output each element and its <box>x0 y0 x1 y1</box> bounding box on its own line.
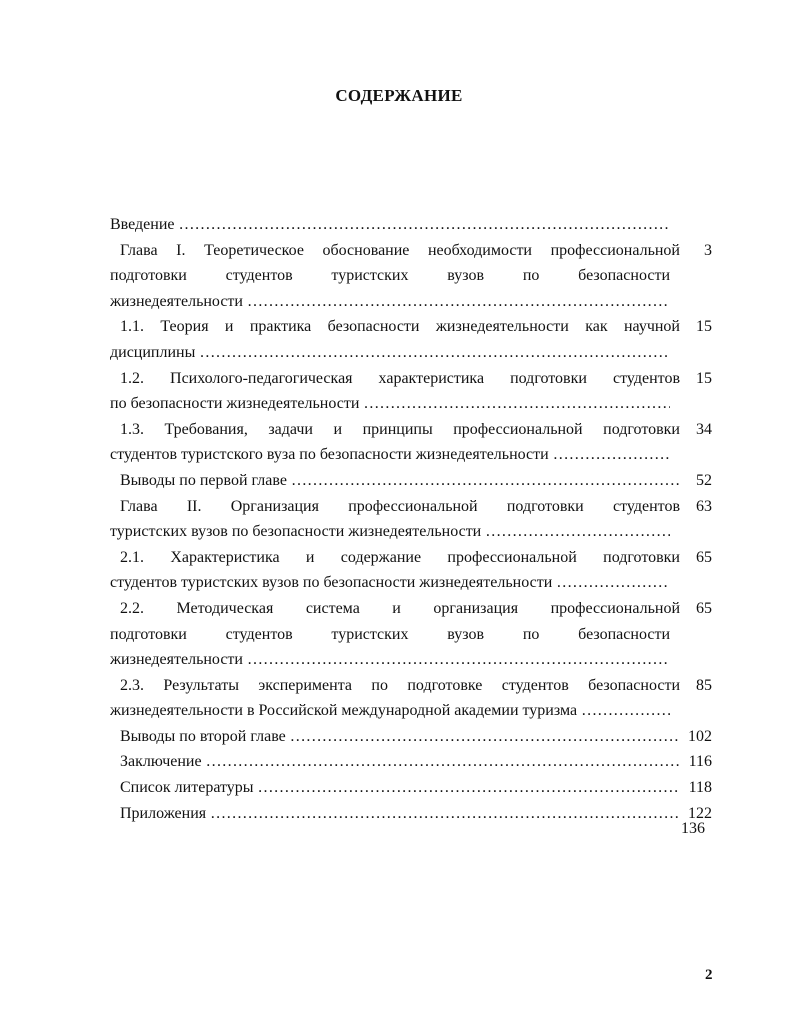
toc-entry-text: дисциплины <box>110 343 196 361</box>
toc-page-number: 65 <box>696 599 712 617</box>
toc-entry <box>110 724 720 750</box>
toc-entry <box>110 238 720 315</box>
toc-entry-text: подготовки студентов туристских вузов по безопасности <box>110 267 670 285</box>
toc-page-number: 102 <box>688 727 712 745</box>
toc-page-number: 116 <box>688 753 712 771</box>
toc-page-number: 3 <box>704 241 712 259</box>
page-title: СОДЕРЖАНИЕ <box>335 86 463 105</box>
toc-entry-text: 2.1. Характеристика и содержание профессиональной подготовки <box>120 548 680 566</box>
toc-page-number: 85 <box>696 676 712 694</box>
toc-entry <box>110 801 720 827</box>
toc-entry-text: 1.2. Психолого-педагогическая характеристика подготовки студентов <box>120 369 680 387</box>
toc-entry-text: по безопасности жизнедеятельности <box>110 395 360 413</box>
toc-entry-text: Заключение <box>120 753 202 771</box>
toc-entry-text: Введение <box>110 216 175 233</box>
toc-entry-text: подготовки студентов туристских вузов по безопасности <box>110 625 670 643</box>
toc-entry-text: Список литературы <box>120 779 254 797</box>
toc-entry-text: жизнедеятельности в Российской международной академии туризма <box>110 702 578 720</box>
toc-entry-text: студентов туристского вуза по безопасности жизнедеятельности <box>110 446 549 464</box>
toc-entry-text: 2.2. Методическая система и организация профессиональной <box>120 599 680 617</box>
toc-entry-text: 2.3. Результаты эксперимента по подготовке студентов безопасности <box>120 676 680 694</box>
toc-entry-text: Выводы по первой главе <box>120 471 287 489</box>
toc-entry-text: Глава II. Организация профессиональной подготовки студентов <box>120 497 680 515</box>
toc-entry-text: 1.1. Теория и практика безопасности жизнедеятельности как научной <box>120 318 680 336</box>
toc-page-number: 63 <box>696 497 712 515</box>
toc-page-number: 15 <box>696 369 712 387</box>
toc-entry <box>110 494 720 545</box>
toc-page-number: 34 <box>696 420 712 438</box>
toc-entry <box>110 314 720 365</box>
toc-entry-text: жизнедеятельности <box>110 292 243 310</box>
toc-entry <box>110 417 720 468</box>
trailing-page-number: 136 <box>681 820 705 837</box>
toc-entry-text: жизнедеятельности <box>110 651 243 669</box>
toc-entry-text: 1.3. Требования, задачи и принципы профессиональной подготовки <box>120 420 680 438</box>
table-of-contents <box>110 212 720 826</box>
toc-entry-text: туристских вузов по безопасности жизнедеятельности <box>110 523 482 541</box>
toc-entry <box>110 366 720 417</box>
toc-entry <box>110 775 720 801</box>
toc-entry-text: Приложения <box>120 804 207 822</box>
toc-entry <box>110 673 720 724</box>
toc-page-number: 15 <box>696 318 712 336</box>
toc-page-number: 122 <box>688 804 712 822</box>
toc-entry <box>110 749 720 775</box>
toc-page-number: 65 <box>696 548 712 566</box>
toc-entry <box>110 468 720 494</box>
toc-entry <box>110 545 720 596</box>
toc-entry <box>110 212 720 238</box>
toc-entry-text: Глава I. Теоретическое обоснование необходимости профессиональной <box>120 241 680 259</box>
toc-page-number: 52 <box>696 471 712 489</box>
toc-entry <box>110 596 720 673</box>
page-number: 2 <box>705 967 713 983</box>
toc-page-number: 118 <box>688 779 712 797</box>
toc-entry-text: студентов туристских вузов по безопасности жизнедеятельности <box>110 574 553 592</box>
toc-entry-text: Выводы по второй главе <box>120 727 286 745</box>
